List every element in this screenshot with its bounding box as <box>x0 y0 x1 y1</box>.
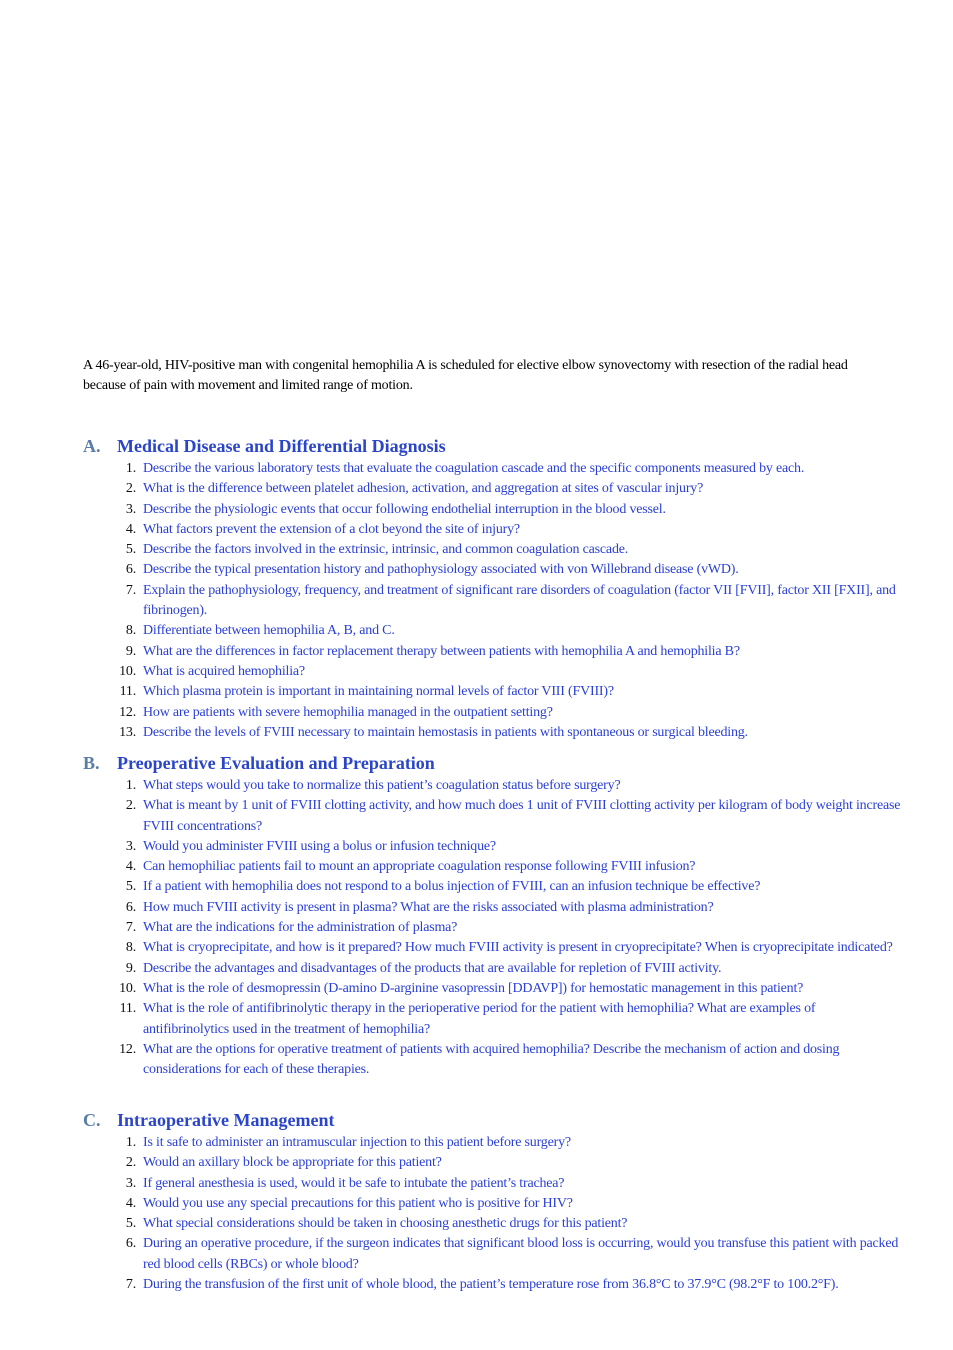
section-letter: B. <box>83 753 100 773</box>
question-item <box>83 459 903 479</box>
question-number: 3. <box>125 1175 136 1191</box>
question-item <box>83 776 903 796</box>
question-text: Describe the advantages and disadvantages of the products that are available for repletion of FVIII activity. <box>143 960 722 976</box>
section-intraoperative <box>83 1107 903 1295</box>
question-number: 8. <box>125 623 136 639</box>
question-text: Explain the pathophysiology, frequency, and treatment of significant rare disorders of coagulation (factor VII [FVII], factor XII [FXII], and fibrinogen). <box>143 582 896 619</box>
question-number: 12. <box>119 1041 136 1057</box>
question-text: What are the options for operative treatment of patients with acquired hemophilia? Describe the mechanism of action and dosing considerations for each of these therapies. <box>143 1041 840 1078</box>
question-number: 7. <box>125 1277 136 1293</box>
question-text: What is acquired hemophilia? <box>143 663 305 679</box>
section-title: Preoperative Evaluation and Preparation <box>117 753 435 773</box>
question-number: 1. <box>125 1135 136 1150</box>
question-text: Describe the factors involved in the extrinsic, intrinsic, and common coagulation cascade. <box>143 542 629 558</box>
question-text: During the transfusion of the first unit of whole blood, the patient’s temperature rose from 36.8°C to 37.9°C (98.2°F to 100.2°F). <box>143 1277 839 1293</box>
question-text: Differentiate between hemophilia A, B, and C. <box>143 623 395 639</box>
question-item <box>83 1040 903 1081</box>
question-number: 4. <box>125 521 136 537</box>
question-text: What is cryoprecipitate, and how is it prepared? How much FVIII activity is present in cryoprecipitate? When is cryoprecipitate indicated? <box>143 940 893 956</box>
question-item <box>83 918 903 938</box>
question-item <box>83 959 903 979</box>
question-text: During an operative procedure, if the surgeon indicates that significant blood loss is occurring, would you transfuse this patient with packed red blood cells (RBCs) or whole blood? <box>143 1236 899 1272</box>
question-number: 10. <box>119 980 136 996</box>
question-number: 8. <box>125 940 136 956</box>
question-item <box>83 877 903 897</box>
question-text: Describe the various laboratory tests that evaluate the coagulation cascade and the specific components measured by each. <box>143 461 805 476</box>
question-text: Which plasma protein is important in maintaining normal levels of factor VIII (FVIII)? <box>143 684 614 700</box>
question-text: If a patient with hemophilia does not respond to a bolus injection of FVIII, can an infusion technique be effective? <box>143 879 761 895</box>
section-heading <box>83 750 903 776</box>
question-number: 13. <box>119 724 136 740</box>
question-number: 7. <box>125 920 136 936</box>
question-number: 1. <box>125 778 136 793</box>
question-list <box>83 1133 903 1295</box>
question-item <box>83 560 903 580</box>
question-text: Can hemophiliac patients fail to mount an appropriate coagulation response following FVIII infusion? <box>143 859 696 875</box>
section-medical-disease <box>83 433 903 743</box>
section-letter: C. <box>83 1110 101 1130</box>
question-text: What factors prevent the extension of a clot beyond the site of injury? <box>143 521 520 537</box>
question-item <box>83 540 903 560</box>
question-item <box>83 621 903 641</box>
question-text: What is meant by 1 unit of FVIII clotting activity, and how much does 1 unit of FVIII clotting activity per kilogram of body weight increase FVIII concentrations? <box>143 798 901 834</box>
question-item <box>83 979 903 999</box>
question-text: What special considerations should be taken in choosing anesthetic drugs for this patient? <box>143 1216 628 1232</box>
question-item <box>83 1133 903 1153</box>
question-text: What is the role of desmopressin (D-amino D-arginine vasopressin [DDAVP]) for hemostatic management in this patient? <box>143 980 804 996</box>
question-item <box>83 703 903 723</box>
section-title: Intraoperative Management <box>117 1110 335 1130</box>
case-intro-paragraph: A 46-year-old, HIV-positive man with congenital hemophilia A is scheduled for elective elbow synovectomy with resection of the radial head because of pain with movement and limited range of motion. <box>83 358 848 393</box>
question-text: What is the difference between platelet adhesion, activation, and aggregation at sites of vascular injury? <box>143 481 704 497</box>
question-number: 10. <box>119 663 136 679</box>
question-text: Would an axillary block be appropriate for this patient? <box>143 1155 442 1171</box>
question-number: 11. <box>119 684 136 700</box>
question-number: 5. <box>125 542 136 558</box>
question-number: 6. <box>125 562 136 578</box>
question-number: 3. <box>125 501 136 517</box>
question-number: 12. <box>119 704 136 720</box>
question-item <box>83 1214 903 1234</box>
question-item <box>83 520 903 540</box>
question-item <box>83 479 903 499</box>
question-number: 2. <box>125 1155 136 1171</box>
question-list <box>83 776 903 1080</box>
question-text: How much FVIII activity is present in plasma? What are the risks associated with plasma administration? <box>143 899 714 915</box>
question-item <box>83 723 903 743</box>
question-item <box>83 662 903 682</box>
question-item <box>83 1153 903 1173</box>
question-item <box>83 796 903 837</box>
question-number: 6. <box>125 899 136 915</box>
section-heading <box>83 433 903 459</box>
section-letter: A. <box>83 436 101 456</box>
question-item <box>83 938 903 958</box>
section-preoperative <box>83 750 903 1080</box>
question-text: Is it safe to administer an intramuscular injection to this patient before surgery? <box>143 1135 571 1150</box>
question-item <box>83 837 903 857</box>
question-number: 4. <box>125 1195 136 1211</box>
question-number: 7. <box>125 582 136 598</box>
question-number: 9. <box>125 960 136 976</box>
question-item <box>83 857 903 877</box>
question-number: 2. <box>125 798 136 814</box>
question-text: What is the role of antifibrinolytic therapy in the perioperative period for the patient with hemophilia? What are examples of antifibrinolytics used in the treatment of hemophilia? <box>143 1001 816 1037</box>
question-item <box>83 1174 903 1194</box>
question-text: Would you use any special precautions for this patient who is positive for HIV? <box>143 1195 573 1211</box>
question-item <box>83 999 903 1040</box>
question-text: Would you administer FVIII using a bolus or infusion technique? <box>143 838 496 854</box>
question-number: 1. <box>125 461 136 476</box>
question-text: What are the differences in factor replacement therapy between patients with hemophilia A and hemophilia B? <box>143 643 740 659</box>
question-item <box>83 1275 903 1295</box>
question-number: 2. <box>125 481 136 497</box>
question-item <box>83 581 903 622</box>
question-item <box>83 682 903 702</box>
question-item <box>83 642 903 662</box>
question-item <box>83 500 903 520</box>
question-number: 4. <box>125 859 136 875</box>
question-number: 5. <box>125 1216 136 1232</box>
question-number: 11. <box>119 1001 136 1017</box>
section-title: Medical Disease and Differential Diagnosis <box>117 436 446 456</box>
question-number: 5. <box>125 879 136 895</box>
question-text: What are the indications for the administration of plasma? <box>143 920 458 936</box>
question-text: How are patients with severe hemophilia managed in the outpatient setting? <box>143 704 553 720</box>
question-item <box>83 898 903 918</box>
section-heading <box>83 1107 903 1133</box>
question-text: What steps would you take to normalize this patient’s coagulation status before surgery? <box>143 778 621 793</box>
question-number: 6. <box>125 1236 136 1252</box>
question-list <box>83 459 903 743</box>
question-item <box>83 1234 903 1275</box>
question-item <box>83 1194 903 1214</box>
question-text: Describe the physiologic events that occur following endothelial interruption in the blood vessel. <box>143 501 666 517</box>
question-text: Describe the levels of FVIII necessary to maintain hemostasis in patients with spontaneous or surgical bleeding. <box>143 724 748 740</box>
question-text: If general anesthesia is used, would it be safe to intubate the patient’s trachea? <box>143 1175 565 1191</box>
question-number: 3. <box>125 838 136 854</box>
question-number: 9. <box>125 643 136 659</box>
question-text: Describe the typical presentation history and pathophysiology associated with von Willebrand disease (vWD). <box>143 562 739 578</box>
